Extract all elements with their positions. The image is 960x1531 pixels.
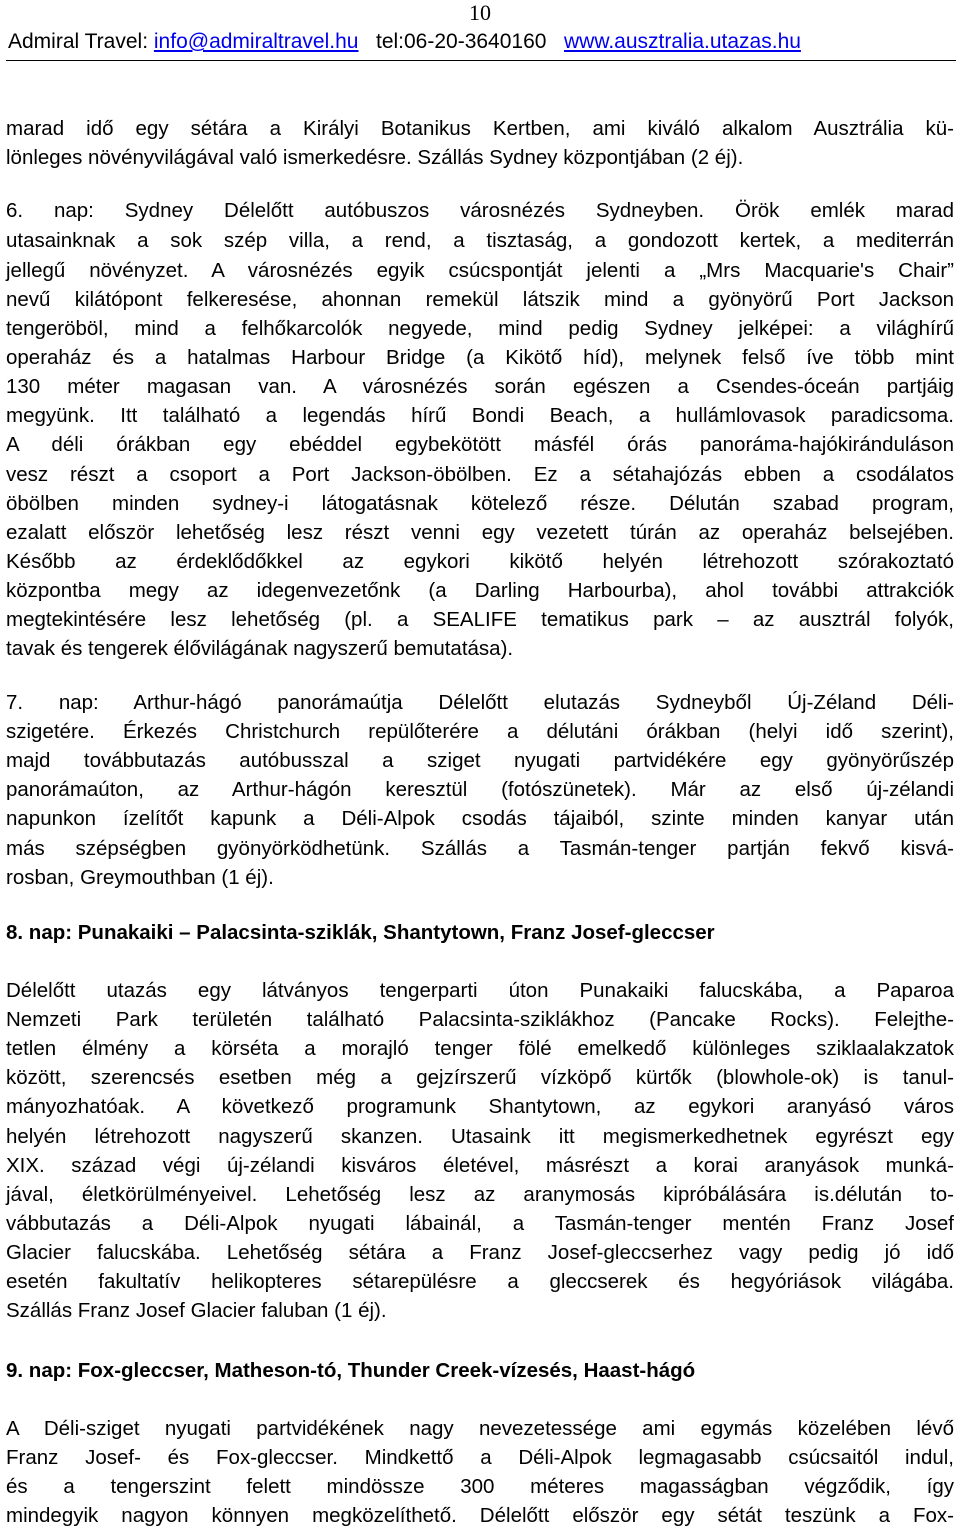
text-line: napunkon ízelítőt kapunk a Déli-Alpok csodás tájaiból, szinte minden kanyar után: [6, 807, 954, 830]
text-line: központba megy az idegenvezetőnk (a Darling Harbourba), ahol további attrakciók: [6, 579, 954, 602]
text-line: marad idő egy sétára a Királyi Botanikus Kertben, ami kiváló alkalom Ausztrália kü-: [6, 117, 954, 140]
text-line: 6. nap: Sydney Délelőtt autóbuszos városnézés Sydneyben. Örök emlék marad: [6, 199, 954, 222]
text-line: Szállás Franz Josef Glacier faluban (1 éj).: [6, 1299, 387, 1322]
text-line: helyén létrehozott nagyszerű skanzen. Utasaink itt megismerkedhetnek egyrészt egy: [6, 1125, 954, 1148]
page-number: 10: [469, 0, 491, 25]
text-line: Délelőtt utazás egy látványos tengerparti úton Punakaiki falucskába, a Paparoa: [6, 979, 954, 1002]
text-line: tengeröböl, mind a felhőkarcolók negyede, mind pedig Sydney jelképei: a világhírű: [6, 317, 954, 340]
text-line: öbölben minden sydney-i látogatásnak kötelező része. Délután szabad program,: [6, 492, 954, 515]
text-line: jával, életkörülményeivel. Lehetőség lesz az aranymosás kipróbálására is.délután to-: [6, 1183, 954, 1206]
page-header: [8, 29, 958, 55]
text-line: operaház és a hatalmas Harbour Bridge (a Kikötő híd), melynek felső íve több mint: [6, 346, 954, 369]
text-line: 130 méter magasan van. A városnézés során egészen a Csendes-óceán partjáig: [6, 375, 954, 398]
text-line: 7. nap: Arthur-hágó panorámaútja Délelőtt elutazás Sydneyből Új-Zéland Déli-: [6, 691, 954, 714]
email-link[interactable]: info@admiraltravel.hu: [153, 30, 359, 53]
section-heading: 9. nap: Fox-gleccser, Matheson-tó, Thunder Creek-vízesés, Haast-hágó: [6, 1359, 696, 1382]
text-line: nevű kilátópont felkeresése, ahonnan remekül látszik mind a gyönyörű Port Jackson: [6, 288, 954, 311]
phone-number: tel:06-20-3640160: [375, 30, 547, 53]
text-line: vesz részt a csoport a Port Jackson-öbölben. Ez a sétahajózás ebben a csodálatos: [6, 463, 954, 486]
text-line: panorámaúton, az Arthur-hágón keresztül (fotószünetek). Már az első új-zélandi: [6, 778, 954, 801]
header-divider: [6, 60, 956, 61]
text-line: mindegyik nagyon könnyen megközelíthető. Délelőtt először egy sétát teszünk a Fox-: [6, 1504, 954, 1527]
text-line: tetlen élmény a körséta a morajló tenger fölé emelkedő különleges sziklaalakzatok: [6, 1037, 954, 1060]
text-line: Glacier falucskába. Lehetőség sétára a Franz Josef-gleccserhez vagy pedig jó idő: [6, 1241, 954, 1264]
text-line: esetén fakultatív helikopteres sétarepülésre a gleccserek és hegyóriások világába.: [6, 1270, 954, 1293]
text-line: jellegű növényzet. A városnézés egyik csúcspontját jelenti a „Mrs Macquarie's Chair”: [6, 259, 954, 282]
text-line: megyünk. Itt található a legendás hírű Bondi Beach, a hullámlovasok paradicsoma.: [6, 404, 954, 427]
text-line: Franz Josef- és Fox-gleccser. Mindkettő a Déli-Alpok legmagasabb csúcsaitól indul,: [6, 1446, 954, 1469]
text-line: tavak és tengerek élővilágának nagyszerű bemutatása).: [6, 637, 514, 660]
website-link[interactable]: www.ausztralia.utazas.hu: [563, 30, 801, 53]
text-line: más szépségben gyönyörködhetünk. Szállás a Tasmán-tenger partján fekvő kisvá-: [6, 837, 954, 860]
text-line: utasainknak a sok szép villa, a rend, a tisztaság, a gondozott kertek, a mediterrán: [6, 229, 954, 252]
text-line: vábbutazás a Déli-Alpok nyugati lábainál, a Tasmán-tenger mentén Franz Josef: [6, 1212, 954, 1235]
text-line: mányozhatóak. A következő programunk Shantytown, az egykori aranyásó város: [6, 1095, 954, 1118]
text-line: ezalatt először lehetőség lesz részt venni egy vezetett túrán az operaház belsejében.: [6, 521, 954, 544]
text-line: rosban, Greymouthban (1 éj).: [6, 866, 274, 889]
text-line: Nemzeti Park területén található Palacsinta-sziklákhoz (Pancake Rocks). Felejthe-: [6, 1008, 954, 1031]
text-line: lönleges növényvilágával való ismerkedésre. Szállás Sydney központjában (2 éj).: [6, 146, 744, 169]
text-line: majd továbbutazás autóbusszal a sziget nyugati partvidékére egy gyönyörűszép: [6, 749, 954, 772]
text-line: és a tengerszint felett mindössze 300 méteres magasságban végződik, így: [6, 1475, 954, 1498]
text-line: Később az érdeklődőkkel az egykori kikötő helyén létrehozott szórakoztató: [6, 550, 954, 573]
text-line: megtekintésére lesz lehetőség (pl. a SEALIFE tematikus park – az ausztrál folyók,: [6, 608, 954, 631]
company-name: Admiral Travel:: [8, 30, 149, 53]
text-line: A Déli-sziget nyugati partvidékének nagy nevezetessége ami egymás közelében lévő: [6, 1417, 954, 1440]
text-line: között, szerencsés esetben még a gejzírszerű vízköpő kürtők (blowhole-ok) is tanul-: [6, 1066, 954, 1089]
text-line: A déli órákban egy ebéddel egybekötött másfél órás panoráma-hajókiránduláson: [6, 433, 954, 456]
section-heading: 8. nap: Punakaiki – Palacsinta-sziklák, Shantytown, Franz Josef-gleccser: [6, 921, 715, 944]
text-line: XIX. század végi új-zélandi kisváros életével, másrészt a korai aranyások munká-: [6, 1154, 954, 1177]
text-line: szigetére. Érkezés Christchurch repülőterére a délutáni órákban (helyi idő szerint),: [6, 720, 954, 743]
